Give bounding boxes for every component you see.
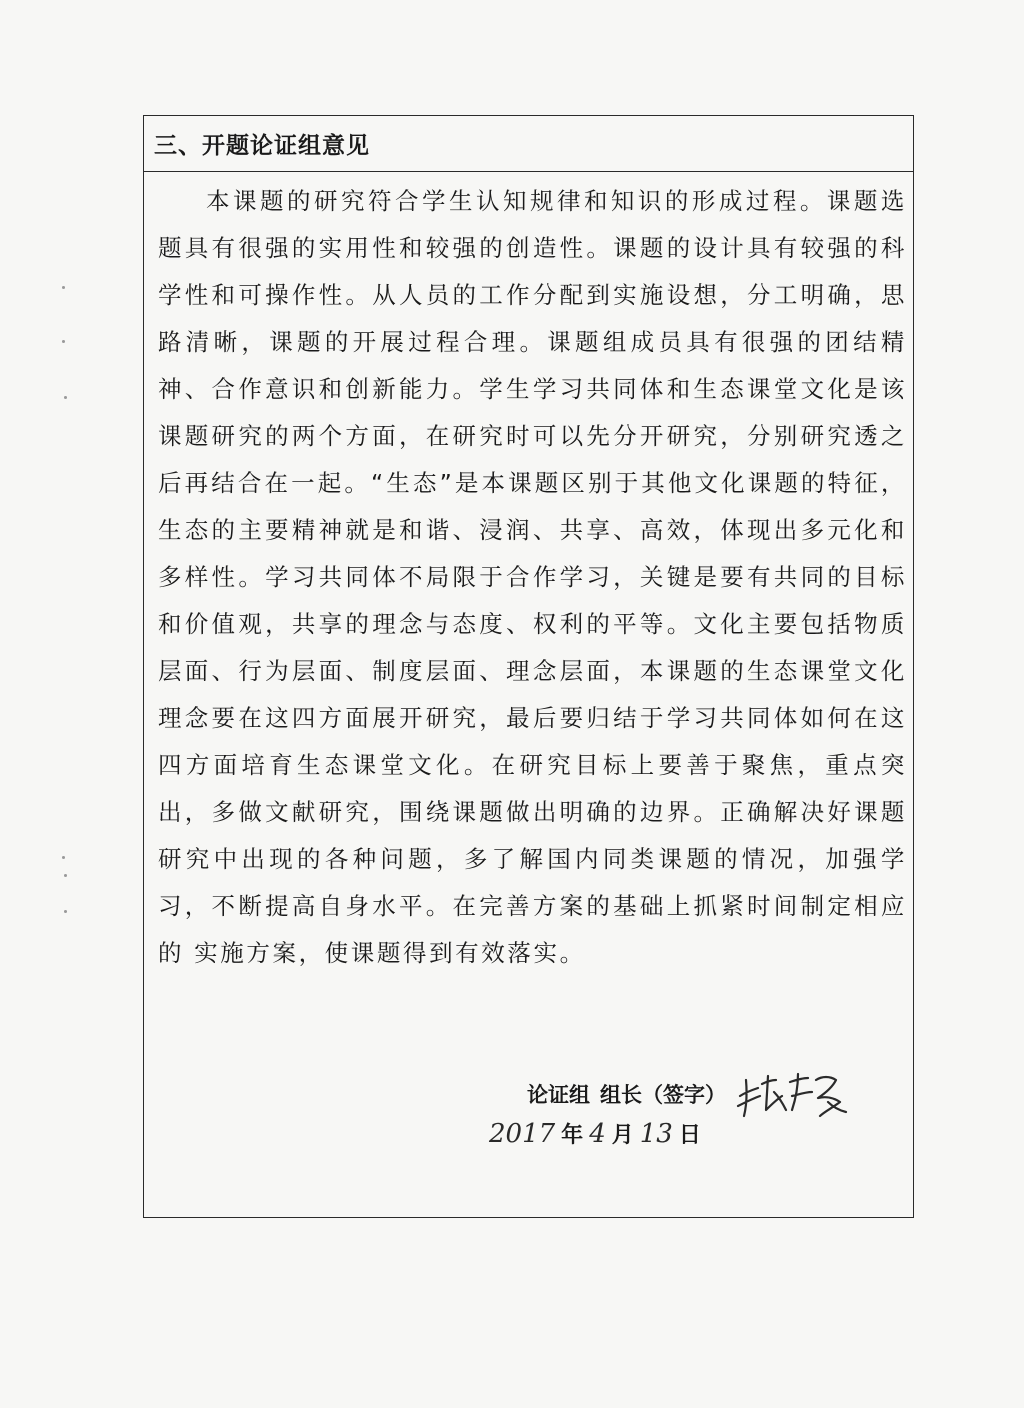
date-day: 13 xyxy=(639,1119,673,1149)
date-year: 2017 xyxy=(489,1119,556,1149)
date-month-unit: 月 xyxy=(611,1123,634,1148)
group-label: 论证组 xyxy=(527,1083,590,1107)
scan-artifact xyxy=(64,396,67,399)
section-title: 三、开题论证组意见 xyxy=(154,133,370,159)
scan-artifact xyxy=(62,340,65,343)
opinion-body xyxy=(144,172,913,977)
date-month: 4 xyxy=(589,1119,606,1149)
date-line xyxy=(489,1118,707,1149)
date-year-unit: 年 xyxy=(561,1123,584,1148)
scan-artifact xyxy=(64,910,67,913)
leader-label: 组长（签字） xyxy=(600,1083,726,1107)
scan-artifact xyxy=(64,874,67,877)
scan-artifact xyxy=(62,286,65,289)
opinion-form-box xyxy=(143,115,914,1218)
opinion-paragraph: 本课题的研究符合学生认知规律和知识的形成过程。课题选题具有很强的实用性和较强的创造性。课题的设计具有较强的科学性和可操作性。从人员的工作分配到实施设想，分工明确，思路清晰，课题的开展过程合理。课题组成员具有很强的团结精神、合作意识和创新能力。学生学习共同体和生态课堂文化是该课题研究的两个方面，在研究时可以先分开研究，分别研究透之后再结合在一起。“生态”是本课题区别于其他文化课题的特征，生态的主要精神就是和谐、浸润、共享、高效，体现出多元化和多样性。学习共同体不局限于合作学习，关键是要有共同的目标和价值观，共享的理念与态度、权利的平等。文化主要包括物质层面、行为层面、制度层面、理念层面，本课题的生态课堂文化理念要在这四方面展开研究，最后要归结于学习共同体如何在这四方面培育生态课堂文化。在研究目标上要善于聚焦，重点突出，多做文献研究，围绕课题做出明确的边界。正确解决好课题研究中出现的各种问题，多了解国内同类课题的情况，加强学习，不断提高自身水平。在完善方案的基础上抓紧时间制定相应的 实施方案，使课题得到有效落实。 xyxy=(158,187,907,967)
scan-artifact xyxy=(62,856,65,859)
section-header xyxy=(144,116,913,172)
signature-line xyxy=(527,1066,852,1122)
date-day-unit: 日 xyxy=(678,1123,701,1148)
handwritten-signature xyxy=(732,1066,852,1122)
